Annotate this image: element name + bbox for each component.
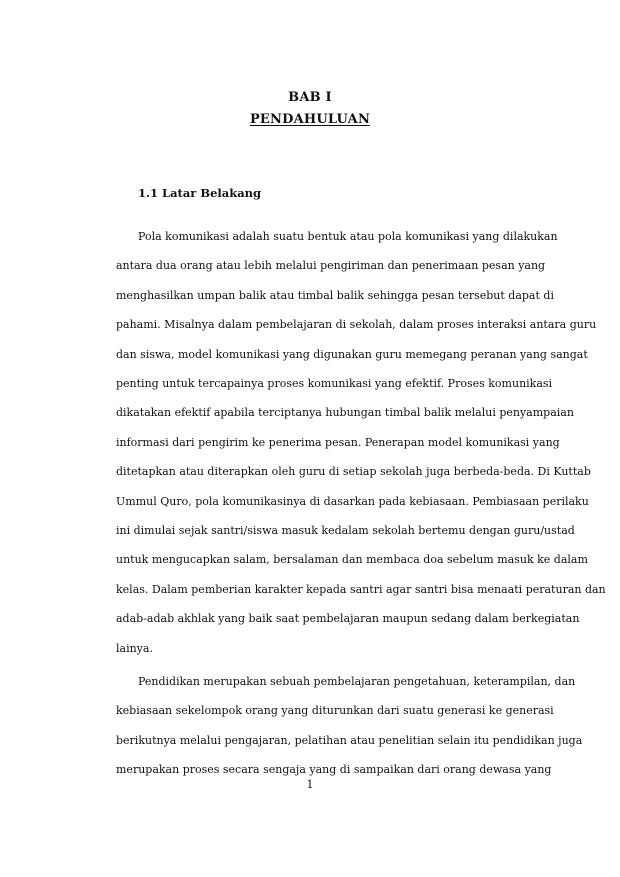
text-line: ditetapkan atau diterapkan oleh guru di setiap sekolah juga berbeda-beda. Di Kuttab [116, 465, 591, 479]
text-line: lainya. [116, 641, 153, 655]
page-number: 1 [306, 778, 314, 791]
chapter-title-text: PENDAHULUAN [249, 112, 371, 127]
text-line: berikutnya melalui pengajaran, pelatihan atau penelitian selain itu pendidikan juga [116, 733, 583, 747]
text-line: kelas. Dalam pemberian karakter kepada santri agar santri bisa menaati peraturan dan [116, 582, 606, 596]
text-line: dikatakan efektif apabila terciptanya hubungan timbal balik melalui penyampaian [116, 406, 574, 420]
chapter-label: BAB I [288, 90, 332, 105]
text-line: ini dimulai sejak santri/siswa masuk kedalam sekolah bertemu dengan guru/ustad [116, 524, 575, 537]
text-line: untuk mengucapkan salam, bersalaman dan membaca doa sebelum masuk ke dalam [116, 553, 588, 567]
text-line: menghasilkan umpan balik atau timbal balik sehingga pesan tersebut dapat di [116, 288, 554, 302]
text-line: pahami. Misalnya dalam pembelajaran di sekolah, dalam proses interaksi antara guru [116, 318, 597, 332]
text-line: adab-adab akhlak yang baik saat pembelajaran maupun sedang dalam berkegiatan [116, 612, 580, 626]
text-line: penting untuk tercapainya proses komunikasi yang efektif. Proses komunikasi [116, 377, 553, 390]
chapter-title [0, 112, 620, 127]
text-line: merupakan proses secara sengaja yang di sampaikan dari orang dewasa yang [116, 763, 552, 777]
text-line: Pendidikan merupakan sebuah pembelajaran pengetahuan, keterampilan, dan [138, 675, 576, 688]
text-line: informasi dari pengirim ke penerima pesan. Penerapan model komunikasi yang [116, 435, 560, 449]
section-heading: 1.1 Latar Belakang [138, 186, 262, 200]
text-line: dan siswa, model komunikasi yang digunakan guru memegang peranan yang sangat [116, 347, 588, 361]
text-line: Pola komunikasi adalah suatu bentuk atau pola komunikasi yang dilakukan [138, 230, 558, 243]
text-line: kebiasaan sekelompok orang yang diturunkan dari suatu generasi ke generasi [116, 704, 554, 718]
text-line: Ummul Quro, pola komunikasinya di dasarkan pada kebiasaan. Pembiasaan perilaku [116, 494, 589, 508]
text-line: antara dua orang atau lebih melalui pengiriman dan penerimaan pesan yang [116, 259, 546, 273]
